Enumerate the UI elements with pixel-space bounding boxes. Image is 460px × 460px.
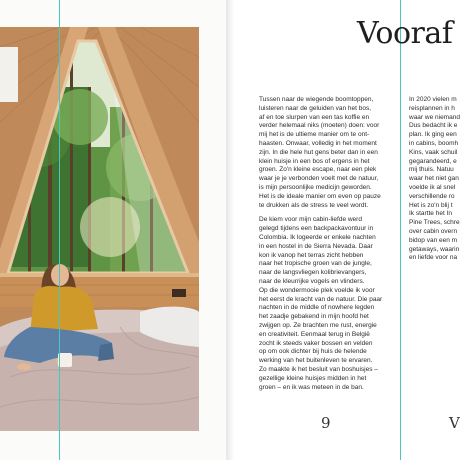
text-line: naar de kleurrijke vogels en vlinders. [259,277,365,285]
cabin-photo [0,27,199,431]
guide-line [400,0,401,460]
text-line: waar je je verbonden voelt met de natuur, [259,175,379,183]
book-gutter [226,0,234,460]
page-title: Vooraf [357,16,453,51]
text-line: over cabin overn [409,227,458,235]
text-line: te drukken als de stress te veel wordt. [259,201,369,209]
text-line: reisplannen in h [409,104,455,112]
text-line: Zo maakte ik het besluit van boshuisjes – [259,365,378,373]
text-line: mij thuis. Natuu [409,166,454,174]
paragraph-2 [259,216,395,392]
text-line: Ik startte het In [409,210,452,218]
text-line: luisteren naar de geluiden van het bos, [259,104,372,112]
text-line: gelegd tijdens een backpackavontuur in [259,225,374,233]
text-line: getaways, waarin [409,245,460,253]
text-line: waar het niet gan [409,175,459,183]
text-line: In 2020 vielen m [409,96,457,103]
text-line: naar de langsvliegen kolibrievangers, [259,269,367,277]
text-line: verder helemaal niks (moeten) doen: voor [259,122,380,130]
text-line: haasten. Onwaar, volledig in het moment [259,139,377,147]
text-line: zocht ik steeds vaker bossen en velden [259,339,373,347]
text-line: Op die wondermooie plek voelde ik voor [259,286,375,294]
text-line: plan. Ik ging een [409,131,457,139]
text-line: Tussen naar de wiegende boomtoppen, [259,96,374,103]
text-line: het eerst de kracht van de natuur. Die paar [259,295,383,303]
text-line: mij het is de ultieme manier om te ont- [259,131,370,139]
text-line: Kins, vaak schuil [409,148,458,156]
text-line: zijn. In die hele hut gens beter dan in een [259,148,378,156]
next-page-number: V [449,414,460,432]
text-line: groen – en ik was meteen in de ban. [259,383,364,391]
text-line: Colombia. Ik logeerde er enkele nachten [259,233,376,241]
text-line: naar het tropische groen van de jungle, [259,260,372,268]
text-line: en liefde voor na [409,254,458,262]
text-line: is mijn persoonlijke medicijn geworden. [259,183,372,191]
text-line: Het is de ideale manier om even op pauze [259,192,381,200]
text-line: De kiem voor mijn cabin-liefde werd [259,216,362,224]
text-line: bidop van een m [409,236,458,244]
text-line: nachten in de middle of nowhere legden [259,304,375,312]
text-line: Het is zo'n blij t [409,201,453,209]
text-line: op om ook dichter bij huis de helende [259,348,367,356]
text-line: werking van het buitenleven te ervaren. [259,357,373,365]
text-line: het zaadje gebakend in mijn hoofd het [259,313,369,321]
guide-line [59,0,60,460]
text-line: groen. Zo'n kleine escape, naar een plek [259,166,377,174]
text-line: zwijgen op. Ze brachten me rust, energie [259,321,377,329]
text-line: in cabins, boomh [409,139,459,147]
text-column-2 [409,96,460,263]
left-page [0,0,226,460]
text-line: Dus bedacht ik e [409,122,458,130]
text-line: gezellige kleine huisjes midden in het [259,374,367,382]
text-line: Pine Trees, schre [409,219,460,227]
text-line: voelde ik al snel [409,183,456,191]
text-line: af en toe slurpen van een tas koffie en [259,113,370,121]
paragraph-1 [259,96,395,210]
text-line: klein huisje in een bos of ergens in het [259,157,370,165]
text-line: in een hostel in de Sierra Nevada. Daar [259,242,373,250]
text-column-1 [259,96,395,398]
text-line: kon ik vanop het terras zicht hebben [259,251,364,259]
page-number: 9 [321,414,331,432]
text-line: verschillende ro [409,192,455,200]
text-line: en creativiteit. Eenmaal terug in België [259,330,370,338]
text-line: gegarandeerd, e [409,157,457,165]
text-line: waar we niemand [409,113,460,121]
